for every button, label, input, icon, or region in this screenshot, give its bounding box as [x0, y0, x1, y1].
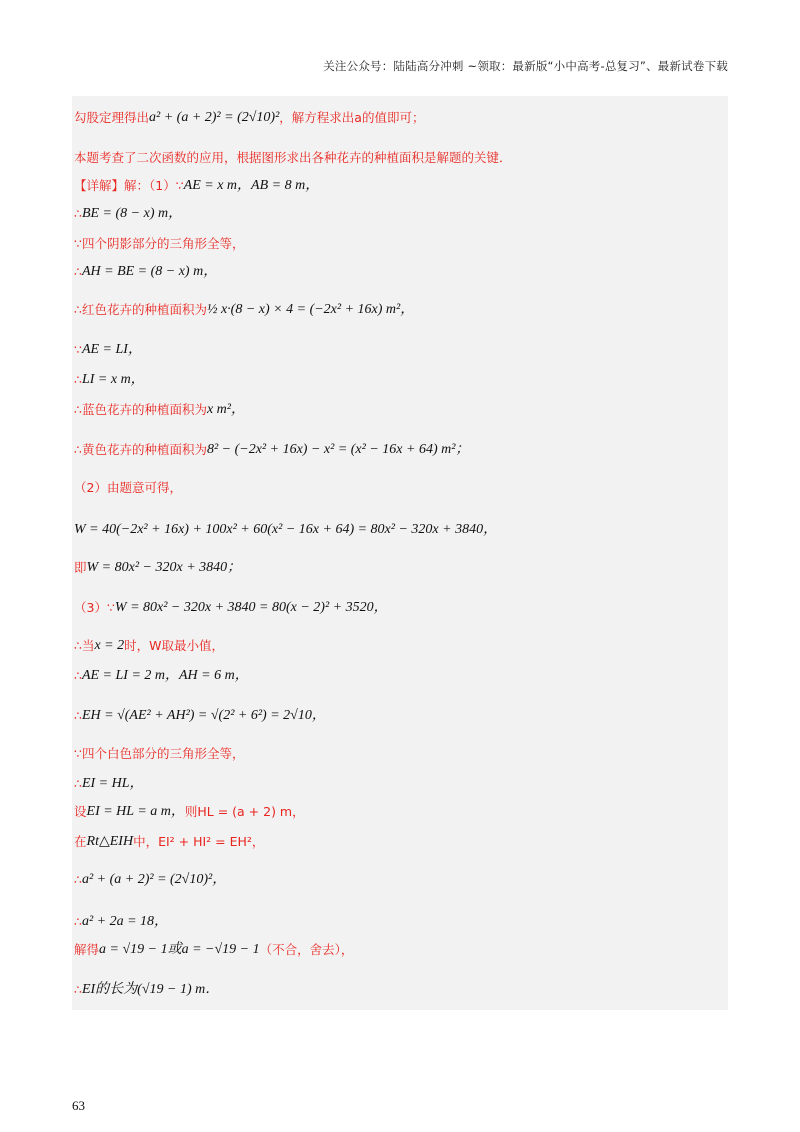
line-23: ∴ a² + (a + 2)² = (2√10)²，	[74, 872, 227, 887]
line-11: ∴黄色花卉的种植面积为 8² − (−2x² + 16x) − x² = (x² − 16x + 64) m²；	[74, 442, 470, 457]
line-14: 即 W = 80x² − 320x + 3840；	[74, 560, 242, 575]
line-10: ∴蓝色花卉的种植面积为 x m²，	[74, 402, 245, 417]
line-19: ∵四个白色部分的三角形全等，	[74, 746, 245, 761]
line-18: ∴ EH = √(AE² + AH²) = √(2² + 6²) = 2√10，	[74, 708, 326, 723]
line-1: 勾股定理得出 a² + (a + 2)² = (2√10)² ，解方程求出a的值即可；	[74, 110, 425, 125]
page-header: 关注公众号：陆陆高分冲刺 ~领取：最新版“小中高考-总复习”、最新试卷下载	[323, 59, 728, 73]
solution-block	[72, 96, 728, 1010]
line-4: ∴ BE = (8 − x) m，	[74, 206, 183, 221]
line-2: 本题考查了二次函数的应用，根据图形求出各种花卉的种植面积是解题的关键．	[74, 150, 512, 165]
line-13: W = 40(−2x² + 16x) + 100x² + 60(x² − 16x + 64) = 80x² − 320x + 3840，	[74, 522, 498, 537]
line-7: ∴红色花卉的种植面积为 ½ x·(8 − x) × 4 = (−2x² + 16x) m²，	[74, 302, 415, 317]
line-25: 解得 a = √19 − 1或a = −√19 − 1 （不合，舍去），	[74, 942, 354, 957]
line-21: 设 EI = HL = a m， 则HL = (a + 2) m，	[74, 804, 305, 819]
line-20: ∴ EI = HL，	[74, 776, 144, 791]
page-number: 63	[72, 1098, 85, 1113]
line-5: ∵四个阴影部分的三角形全等，	[74, 236, 245, 251]
line-3: 【详解】解：（1）∵ AE = x m，AB = 8 m，	[74, 178, 320, 193]
line-16: ∴当 x = 2 时，W取最小值，	[74, 638, 224, 653]
line-24: ∴ a² + 2a = 18，	[74, 914, 169, 929]
line-15: （3）∵ W = 80x² − 320x + 3840 = 80(x − 2)² + 3520，	[74, 600, 388, 615]
line-6: ∴ AH = BE = (8 − x) m，	[74, 264, 218, 279]
line-26: ∴ EI的长为(√19 − 1) m．	[74, 982, 220, 997]
line-9: ∴ LI = x m，	[74, 372, 145, 387]
line-22: 在 Rt△EIH 中，EI² + HI² = EH²，	[74, 834, 265, 849]
line-8: ∵ AE = LI，	[74, 342, 142, 357]
line-17: ∴ AE = LI = 2 m，AH = 6 m，	[74, 668, 249, 683]
line-12: （2）由题意可得，	[74, 480, 182, 495]
